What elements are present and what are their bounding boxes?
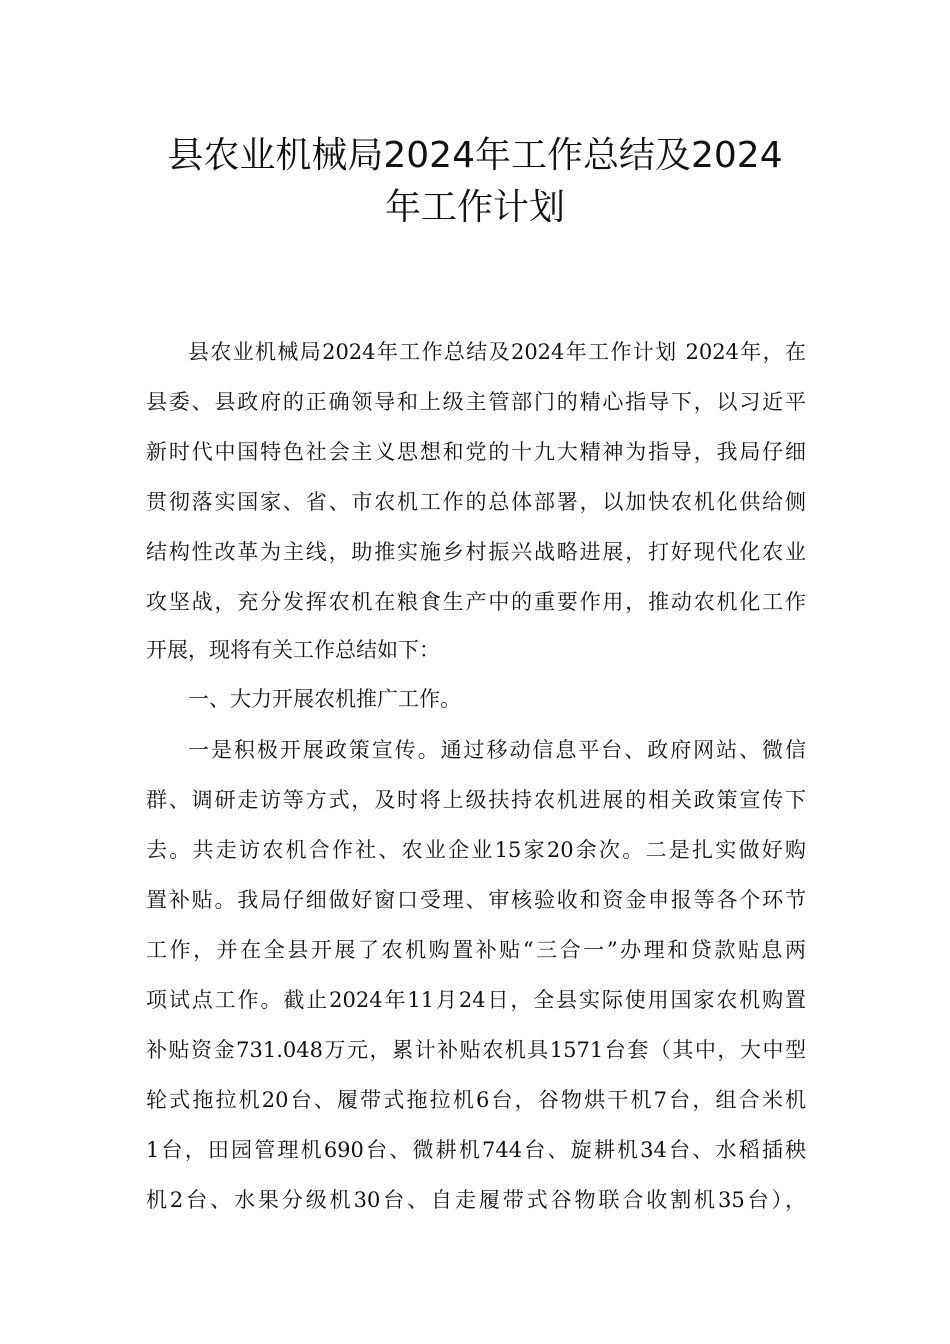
paragraph-line: 工作，并在全县开展了农机购置补贴“三合一”办理和贷款贴息两 <box>146 938 806 962</box>
paragraph-line: 群、调研走访等方式，及时将上级扶持农机进展的相关政策宣传下 <box>146 788 806 812</box>
section-heading: 一、大力开展农机推广工作。 <box>188 687 461 711</box>
paragraph-line: 置补贴。我局仔细做好窗口受理、审核验收和资金申报等各个环节 <box>146 888 806 912</box>
paragraph-line: 贯彻落实国家、省、市农机工作的总体部署，以加快农机化供给侧 <box>146 490 806 514</box>
paragraph-line: 项试点工作。截止2024年11月24日，全县实际使用国家农机购置 <box>146 988 806 1012</box>
paragraph-line: 去。共走访农机合作社、农业企业15家20余次。二是扎实做好购 <box>146 838 806 862</box>
paragraph-line: 轮式拖拉机20台、履带式拖拉机6台，谷物烘干机7台，组合米机 <box>146 1088 806 1112</box>
paragraph-line: 结构性改革为主线，助推实施乡村振兴战略进展，打好现代化农业 <box>146 540 806 564</box>
paragraph-line: 县委、县政府的正确领导和上级主管部门的精心指导下，以习近平 <box>146 390 806 414</box>
paragraph-line: 一是积极开展政策宣传。通过移动信息平台、政府网站、微信 <box>188 738 806 762</box>
document-title-line-1: 县农业机械局2024年工作总结及2024 <box>167 135 783 176</box>
document-title-line-2: 年工作计划 <box>384 187 565 228</box>
paragraph-line: 补贴资金731.048万元，累计补贴农机具1571台套（其中，大中型 <box>146 1038 806 1062</box>
paragraph-line: 机2台、水果分级机30台、自走履带式谷物联合收割机35台）， <box>146 1188 806 1212</box>
paragraph-line: 1台，田园管理机690台、微耕机744台、旋耕机34台、水稻插秧 <box>146 1138 806 1162</box>
paragraph-line: 县农业机械局2024年工作总结及2024年工作计划 2024年，在 <box>188 340 806 364</box>
paragraph-line: 新时代中国特色社会主义思想和党的十九大精神为指导，我局仔细 <box>146 440 806 464</box>
paragraph-line: 攻坚战，充分发挥农机在粮食生产中的重要作用，推动农机化工作 <box>146 590 806 614</box>
paragraph-line: 开展，现将有关工作总结如下： <box>146 638 440 662</box>
